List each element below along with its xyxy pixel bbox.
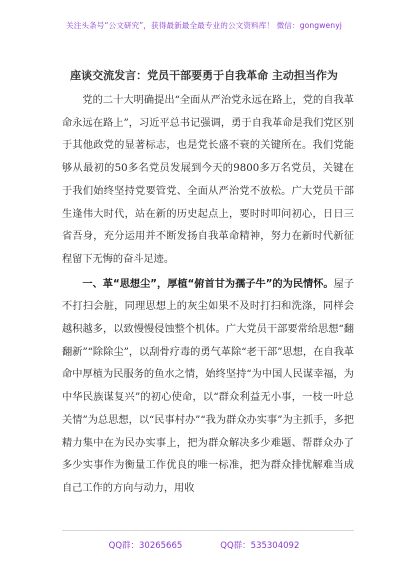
intro-paragraph: 党的二十大明确提出“全面从严治党永远在路上，党的自我革命永远在路上”，习近平总书记强调，勇于自我革命是我们党区别于其他政党的显著标志，也是党长盛不衰的关键所在。我们党能够从最初的50多名党员发展到今天的9800多万名党员，关键在于我们始终坚持党要管党、全面从严治党不放松。广大党员干部生逢伟大时代，站在新的历史起点上，要时时叩问初心，日日三省吾身，充分运用并不断发扬自我革命精神，努力在新时代新征程留下无悔的奋斗足迹。 bbox=[62, 95, 354, 265]
section-1-paragraph bbox=[62, 274, 354, 501]
footer-contact bbox=[0, 539, 408, 551]
section-1-body: 屋子不打扫会脏，同理思想上的灰尘如果不及时打扫和洗涤，同样会越积越多，以致慢慢侵蚀整个机体。广大党员干部要常给思想“翻翻新”“除除尘”，以刮骨疗毒的勇气革除“老干部”思想，在自我革命中厚植为民服务的鱼水之情，始终坚持“为中国人民谋幸福，为中华民族谋复兴”的初心使命，以“群众利益无小事，一枝一叶总关情”为总思想，以“民事村办”“我为群众办实事”为主抓手，多把精力集中在为民办实事上，把为群众解决多少难题、帮群众办了多少实事作为衡量工作优良的唯一标准，把为群众排忧解难当成自己工作的方向与动力，用收 bbox=[62, 278, 355, 494]
document-title: 座谈交流发言：党员干部要勇于自我革命 主动担当作为 bbox=[70, 69, 338, 82]
section-1-heading: 一、革“思想尘”，厚植“俯首甘为孺子牛”的为民情怀。 bbox=[82, 278, 334, 290]
header-notice: 关注头条号“公文研究”，获得最新最全最专业的公文资料库！ 微信：gongwenyj bbox=[66, 21, 342, 30]
footer-qq-group-1: QQ群：30265665 bbox=[108, 541, 183, 551]
document-body bbox=[62, 90, 354, 501]
footer-qq-group-2: QQ群：535304092 bbox=[220, 541, 300, 551]
footer-divider bbox=[62, 530, 354, 531]
